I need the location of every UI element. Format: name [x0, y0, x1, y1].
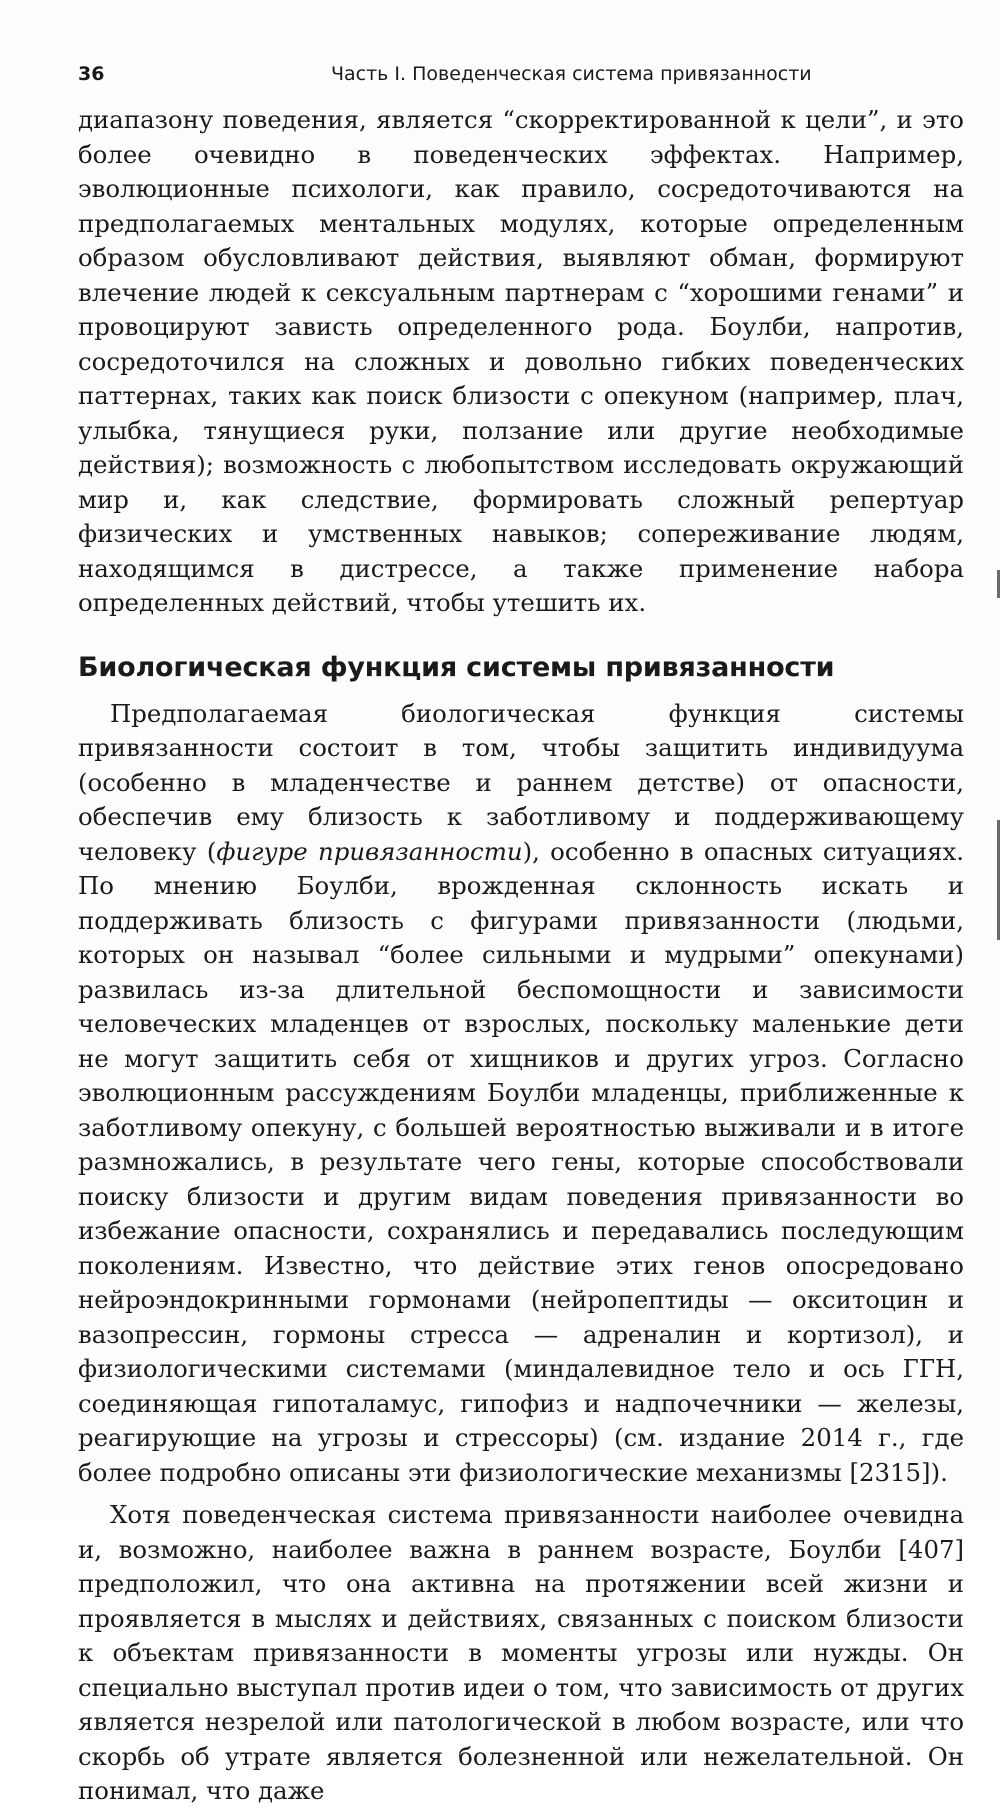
- paragraph-gap: [78, 1490, 964, 1498]
- section-heading: Биологическая функция системы привязанности: [78, 651, 835, 683]
- paragraph-text-part: ), особенно в опасных ситуациях. По мнению Боулби, врожденная склонность искать и поддерживать близость с фигурами привязанности (людьми, которых он называл “более сильными и мудрыми” опекунами) развилась из-за длительной беспомощности и зависимости человеческих младенцев от взрослых, поскольку маленькие дети не могут защитить себя от хищников и других угроз. Согласно эволюционным рассуждениям Боулби младенцы, приближенные к заботливому опекуну, с большей вероятностью выживали и в итоге размножались, в результате чего гены, которые способствовали поиску близости и другим видам поведения привязанности во избежание опасности, сохранялись и передавались последующим поколениям. Известно, что действие этих генов опосредовано нейроэндокринными гормонами (нейропептиды — окситоцин и вазопрессин, гормоны стресса — адреналин и кортизол), и физиологическими системами (миндалевидное тело и ось ГГН, соединяющая гипоталамус, гипофиз и надпочечники — железы, реагирующие на угрозы и стрессоры) (см. издание 2014 г., где более подробно описаны эти физиологические механизмы [2315]).: [78, 836, 964, 1487]
- paragraph-lifespan: Хотя поведенческая система привязанности наиболее очевидна и, возможно, наиболее важна в раннем возрасте, Боулби [407] предположил, что она активна на протяжении всей жизни и проявляется в мыслях и действиях, связанных с поиском близости к объектам привязанности в моменты угрозы или нужды. Он специально выступал против идеи о том, что зависимость от других является незрелой или патологической в любом возрасте, или что скорбь об утрате является болезненной или нежелательной. Он понимал, что даже: [78, 1500, 964, 1805]
- paragraph-text-part: Предполагаемая биологическая функция системы привязанности состоит в том, чтобы защитить индивидуума (особенно в младенчестве и раннем детстве) от опасности, обеспечив ему близость к заботливому и поддерживающему человеку (: [78, 698, 964, 866]
- page-number: 36: [78, 63, 105, 85]
- running-head-title: Часть I. Поведенческая система привязанности: [331, 63, 812, 85]
- paragraph-continuation: диапазону поведения, является “скорректированной к цели”, и это более очевидно в поведенческих эффектах. Например, эволюционные психологи, как правило, сосредоточиваются на предполагаемых ментальных модулях, которые определенным образом обусловливают действия, выявляют обман, формируют влечение людей к сексуальным партнерам с “хорошими генами” и провоцируют зависть определенного рода. Боулби, напротив, сосредоточился на сложных и довольно гибких поведенческих паттернах, таких как поиск близости с опекуном (например, плач, улыбка, тянущиеся руки, ползание или другие необходимые действия); возможность с любопытством исследовать окружающий мир и, как следствие, формировать сложный репертуар физических и умственных навыков; сопереживание людям, находящимся в дистрессе, а также применение набора определенных действий, чтобы утешить их.: [78, 105, 964, 617]
- running-head: [78, 58, 962, 90]
- paragraph-biological-function: [78, 697, 964, 1491]
- italic-term: фигуре привязанности: [216, 836, 523, 866]
- body-text: [78, 103, 964, 1809]
